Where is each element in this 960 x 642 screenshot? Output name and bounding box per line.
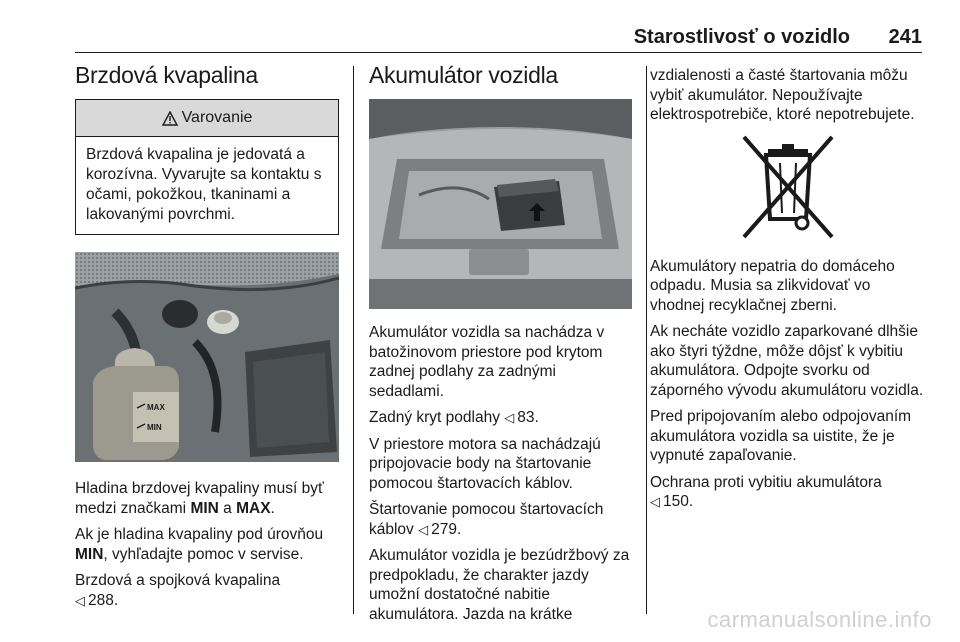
brake-fluid-reference: Brzdová a spojková kvapalina ◁ 288. xyxy=(75,572,281,609)
trunk-illustration xyxy=(369,99,632,309)
warning-title: Varovanie xyxy=(181,109,253,126)
parking-discharge-text: Ak necháte vozidlo zaparkované dlhšie ako štyri týždne, môže dôjsť k vybitiu akumulátora. Odpojte svorku od záporného vývodu akumulátoru vozidla. xyxy=(650,323,924,399)
warning-header xyxy=(76,100,338,137)
brake-fluid-service-text: Ak je hladina kvapaliny pod úrovňou MIN, vyhľadajte pomoc v servise. xyxy=(75,526,324,563)
battery-column xyxy=(369,58,632,631)
battery-location-photo xyxy=(369,99,632,309)
reference-page-link[interactable]: 150. xyxy=(663,493,694,510)
column-divider xyxy=(353,66,354,614)
battery-drain-text: vzdialenosti a časté štartovania môžu vybiť akumulátor. Nepoužívajte elektrospotrebiče, ktoré nepotrebujete. xyxy=(650,67,915,123)
reference-arrow-icon: ◁ xyxy=(504,410,515,425)
brake-fluid-photo xyxy=(75,252,339,462)
brake-fluid-column xyxy=(75,58,339,617)
page-header xyxy=(75,22,922,53)
battery-continued-column xyxy=(650,66,925,519)
reference-page-link[interactable]: 288. xyxy=(88,591,119,609)
engine-bay-illustration xyxy=(75,252,339,462)
reference-arrow-icon: ◁ xyxy=(75,592,85,608)
brake-fluid-level-text: Hladina brzdovej kvapaliny musí byť medzi značkami MIN a MAX. xyxy=(75,480,324,517)
brake-fluid-heading: Brzdová kvapalina xyxy=(75,62,258,88)
header-title: Starostlivosť o vozidlo xyxy=(633,26,850,48)
battery-heading: Akumulátor vozidla xyxy=(369,62,558,88)
floor-cover-reference: Zadný kryt podlahy ◁ 83. xyxy=(369,409,539,426)
reference-page-link[interactable]: 83. xyxy=(517,409,539,426)
warning-triangle-icon xyxy=(162,111,178,126)
discharge-protection-reference: Ochrana proti vybitiu akumulátora ◁ 150. xyxy=(650,473,882,510)
maintenance-free-text: Akumulátor vozidla je bezúdržbový za predpokladu, že charakter jazdy umožní dostatočné nabitie akumulátora. Jazda na krátke xyxy=(369,547,630,623)
battery-location-text: Akumulátor vozidla sa nachádza v batožinovom priestore pod krytom zadnej podlahy za zadnými sedadlami. xyxy=(369,324,605,400)
reference-arrow-icon: ◁ xyxy=(418,521,429,537)
recycling-symbol xyxy=(650,133,925,243)
ignition-off-text: Pred pripojovaním alebo odpojovaním akumulátora vozidla sa uistite, že je vypnuté zapaľovanie. xyxy=(650,408,912,464)
jump-start-reference: Štartovanie pomocou štartovacích káblov ◁ 279. xyxy=(369,501,604,538)
warning-box xyxy=(75,99,339,235)
column-divider xyxy=(646,66,647,614)
disposal-text: Akumulátory nepatria do domáceho odpadu. Musia sa zlikvidovať vo vhodnej recyklačnej zberni. xyxy=(650,257,895,314)
reference-arrow-icon: ◁ xyxy=(650,494,660,509)
watermark: carmanualsonline.info xyxy=(707,607,932,632)
reference-page-link[interactable]: 279. xyxy=(431,520,462,538)
max-mark: MAX xyxy=(147,403,165,412)
jump-start-points-text: V priestore motora sa nachádzajú pripojovacie body na štartovanie pomocou štartovacích káblov. xyxy=(369,435,601,492)
min-mark: MIN xyxy=(147,423,162,432)
page-number: 241 xyxy=(888,26,922,48)
warning-text: Brzdová kvapalina je jedovatá a korozívna. Vyvarujte sa kontaktu s očami, pokožkou, tkaninami a lakovanými povrchmi. xyxy=(86,146,322,223)
crossed-out-wheelie-bin-icon xyxy=(650,133,925,243)
